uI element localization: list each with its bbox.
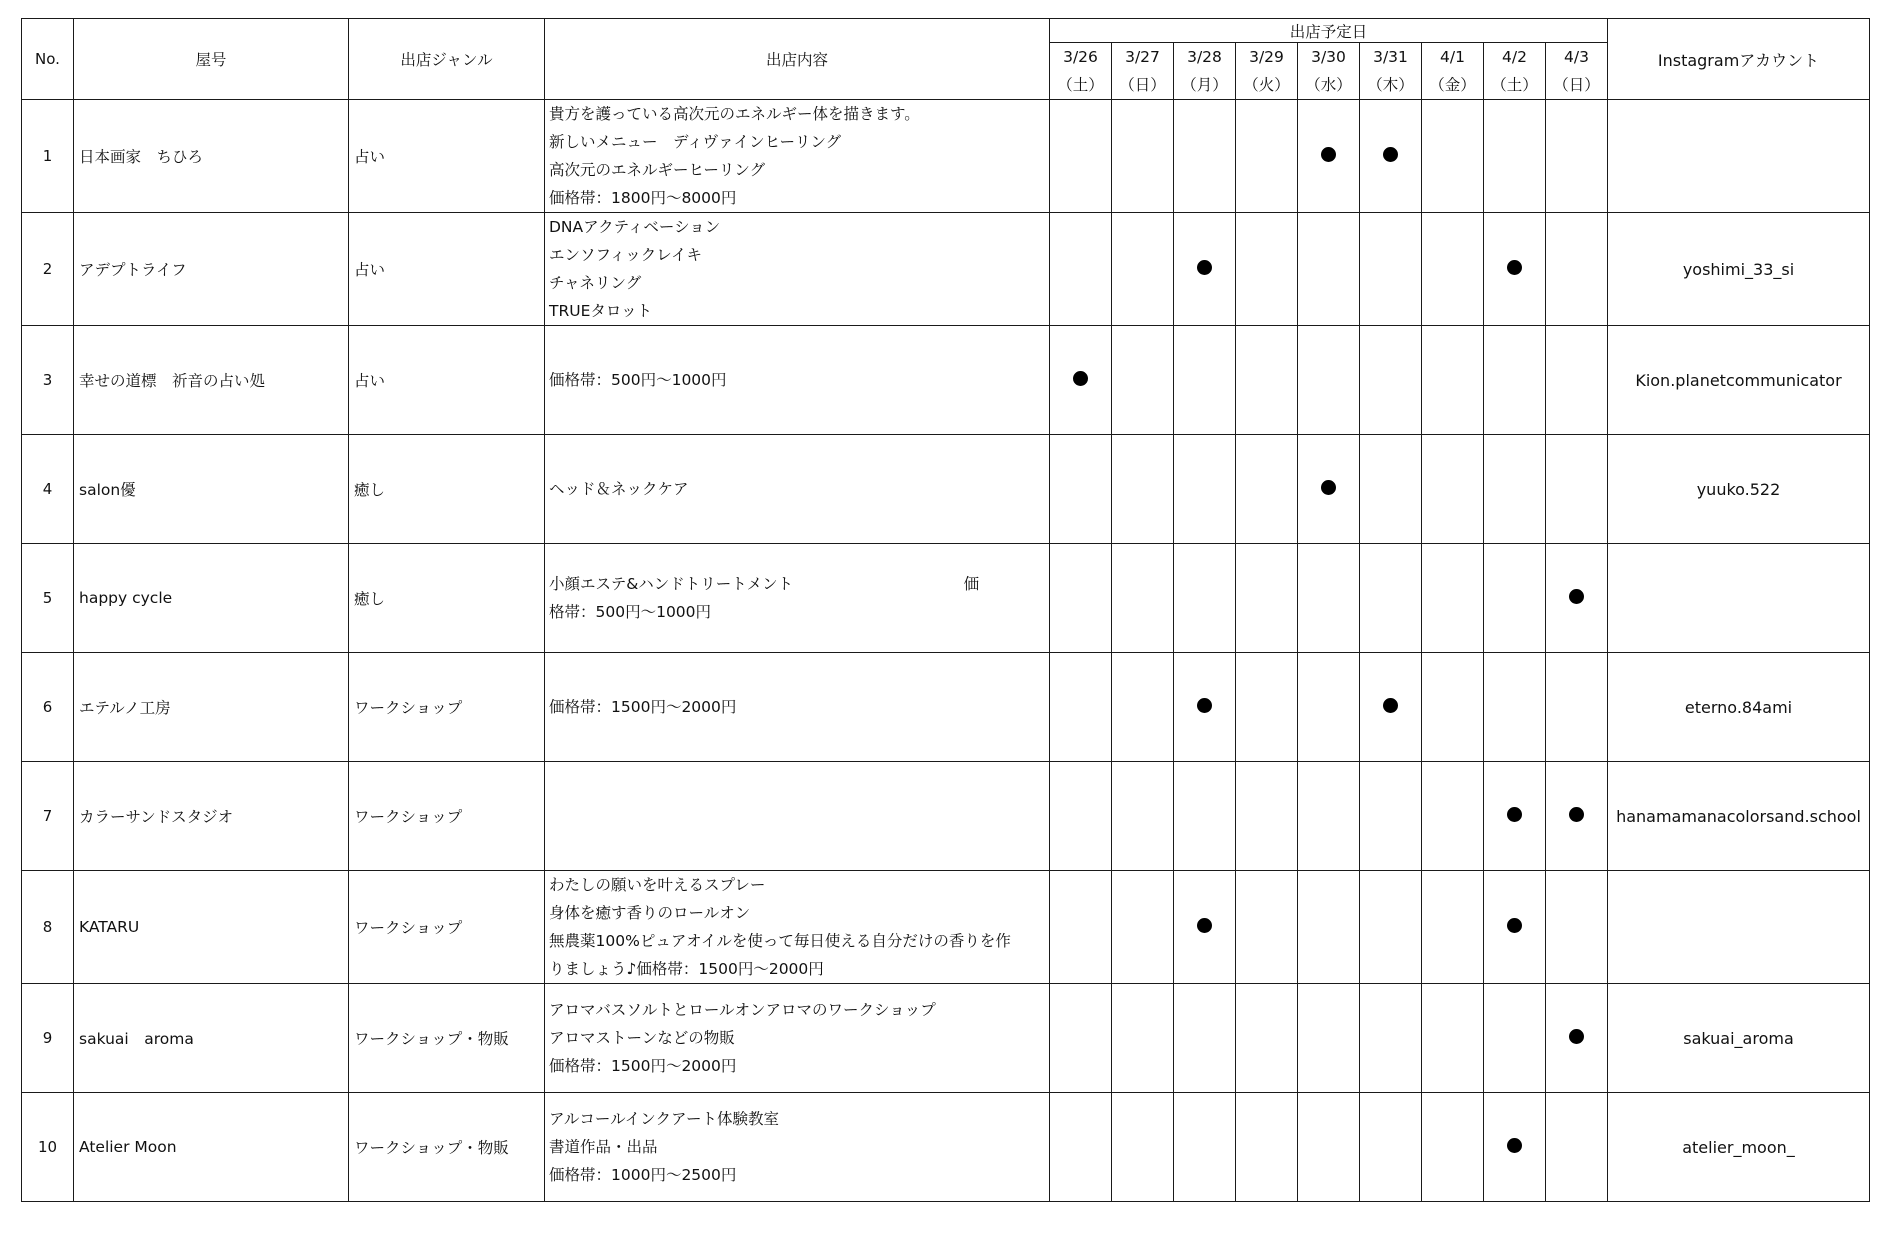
shop-genre: ワークショップ xyxy=(349,871,545,984)
schedule-cell xyxy=(1298,100,1360,213)
scheduled-dot-icon xyxy=(1383,147,1398,162)
schedule-cell xyxy=(1050,1093,1112,1202)
schedule-cell xyxy=(1298,213,1360,326)
scheduled-dot-icon xyxy=(1197,918,1212,933)
content-line: 貴方を護っている高次元のエネルギー体を描きます。 xyxy=(549,105,920,123)
schedule-cell xyxy=(1236,435,1298,544)
scheduled-dot-icon xyxy=(1507,260,1522,275)
schedule-cell xyxy=(1484,435,1546,544)
day-of-week-label: （日） xyxy=(1119,76,1166,94)
header-no: No. xyxy=(22,19,74,100)
date-label: 3/29 xyxy=(1249,48,1284,66)
content-line: 価格帯：1500円～2000円 xyxy=(549,698,737,716)
shop-content xyxy=(545,653,1050,762)
date-header xyxy=(1546,43,1608,100)
table-row xyxy=(22,213,1870,326)
schedule-cell xyxy=(1422,984,1484,1093)
schedule-cell xyxy=(1112,435,1174,544)
header-instagram: Instagramアカウント xyxy=(1608,19,1870,100)
shop-genre: 癒し xyxy=(349,435,545,544)
schedule-cell xyxy=(1174,653,1236,762)
content-line: わたしの願いを叶えるスプレー xyxy=(549,876,766,894)
schedule-cell xyxy=(1484,984,1546,1093)
schedule-cell xyxy=(1484,762,1546,871)
shop-content xyxy=(545,984,1050,1093)
vendor-schedule-table xyxy=(21,18,1870,1202)
instagram-account: hanamamanacolorsand.school xyxy=(1608,762,1870,871)
shop-content xyxy=(545,871,1050,984)
schedule-cell xyxy=(1050,984,1112,1093)
schedule-cell xyxy=(1050,762,1112,871)
day-of-week-label: （日） xyxy=(1553,76,1600,94)
scheduled-dot-icon xyxy=(1507,1138,1522,1153)
schedule-cell xyxy=(1484,1093,1546,1202)
content-line: りましょう♪価格帯：1500円～2000円 xyxy=(549,960,824,978)
shop-genre: ワークショップ・物販 xyxy=(349,984,545,1093)
shop-name: エテルノ工房 xyxy=(74,653,349,762)
row-number: 6 xyxy=(22,653,74,762)
row-number: 5 xyxy=(22,544,74,653)
schedule-cell xyxy=(1298,544,1360,653)
date-header xyxy=(1112,43,1174,100)
schedule-cell xyxy=(1050,326,1112,435)
table-row xyxy=(22,326,1870,435)
schedule-cell xyxy=(1236,871,1298,984)
day-of-week-label: （火） xyxy=(1243,76,1290,94)
date-header xyxy=(1360,43,1422,100)
schedule-cell xyxy=(1484,871,1546,984)
date-label: 3/31 xyxy=(1373,48,1408,66)
header-genre: 出店ジャンル xyxy=(349,19,545,100)
scheduled-dot-icon xyxy=(1197,260,1212,275)
shop-name: アデプトライフ xyxy=(74,213,349,326)
schedule-cell xyxy=(1236,984,1298,1093)
scheduled-dot-icon xyxy=(1321,147,1336,162)
schedule-cell xyxy=(1298,762,1360,871)
schedule-cell xyxy=(1112,871,1174,984)
row-number: 4 xyxy=(22,435,74,544)
instagram-account xyxy=(1608,544,1870,653)
instagram-account xyxy=(1608,100,1870,213)
shop-genre: 占い xyxy=(349,326,545,435)
content-line: 価格帯：1800円～8000円 xyxy=(549,189,737,207)
date-header xyxy=(1174,43,1236,100)
table-row xyxy=(22,1093,1870,1202)
table-row xyxy=(22,544,1870,653)
schedule-cell xyxy=(1174,100,1236,213)
shop-genre: ワークショップ xyxy=(349,653,545,762)
schedule-cell xyxy=(1174,762,1236,871)
shop-content xyxy=(545,544,1050,653)
schedule-cell xyxy=(1298,984,1360,1093)
instagram-account: atelier_moon_ xyxy=(1608,1093,1870,1202)
schedule-cell xyxy=(1360,326,1422,435)
shop-name: カラーサンドスタジオ xyxy=(74,762,349,871)
schedule-cell xyxy=(1298,435,1360,544)
schedule-cell xyxy=(1174,871,1236,984)
schedule-cell xyxy=(1422,100,1484,213)
schedule-cell xyxy=(1112,544,1174,653)
schedule-cell xyxy=(1422,544,1484,653)
schedule-cell xyxy=(1360,435,1422,544)
row-number: 10 xyxy=(22,1093,74,1202)
row-number: 7 xyxy=(22,762,74,871)
date-header xyxy=(1422,43,1484,100)
schedule-cell xyxy=(1546,1093,1608,1202)
shop-content xyxy=(545,100,1050,213)
schedule-cell xyxy=(1298,653,1360,762)
shop-content xyxy=(545,326,1050,435)
date-label: 4/3 xyxy=(1564,48,1589,66)
schedule-cell xyxy=(1484,100,1546,213)
scheduled-dot-icon xyxy=(1569,1029,1584,1044)
shop-genre: ワークショップ xyxy=(349,762,545,871)
row-number: 3 xyxy=(22,326,74,435)
table-row xyxy=(22,984,1870,1093)
schedule-cell xyxy=(1546,762,1608,871)
table-row xyxy=(22,435,1870,544)
shop-name: happy cycle xyxy=(74,544,349,653)
schedule-cell xyxy=(1360,762,1422,871)
header-schedule: 出店予定日 xyxy=(1050,19,1608,43)
instagram-account: Kion.planetcommunicator xyxy=(1608,326,1870,435)
schedule-cell xyxy=(1112,984,1174,1093)
schedule-cell xyxy=(1298,871,1360,984)
scheduled-dot-icon xyxy=(1197,698,1212,713)
scheduled-dot-icon xyxy=(1321,480,1336,495)
day-of-week-label: （土） xyxy=(1491,76,1538,94)
header-name: 屋号 xyxy=(74,19,349,100)
content-line: チャネリング xyxy=(549,274,642,292)
schedule-cell xyxy=(1236,653,1298,762)
schedule-cell xyxy=(1050,871,1112,984)
schedule-cell xyxy=(1174,984,1236,1093)
content-line: アロマバスソルトとロールオンアロマのワークショップ xyxy=(549,1001,936,1019)
schedule-cell xyxy=(1422,762,1484,871)
schedule-cell xyxy=(1546,213,1608,326)
schedule-cell xyxy=(1360,544,1422,653)
day-of-week-label: （土） xyxy=(1057,76,1104,94)
content-line: ヘッド＆ネックケア xyxy=(549,480,689,498)
shop-genre: 占い xyxy=(349,213,545,326)
content-line: 価格帯：1000円～2500円 xyxy=(549,1166,737,1184)
schedule-cell xyxy=(1546,326,1608,435)
schedule-cell xyxy=(1112,213,1174,326)
content-line: DNAアクティベーション xyxy=(549,218,721,236)
shop-genre: 占い xyxy=(349,100,545,213)
schedule-cell xyxy=(1174,213,1236,326)
schedule-cell xyxy=(1422,871,1484,984)
schedule-cell xyxy=(1422,653,1484,762)
schedule-cell xyxy=(1050,653,1112,762)
schedule-cell xyxy=(1174,1093,1236,1202)
instagram-account: sakuai_aroma xyxy=(1608,984,1870,1093)
schedule-cell xyxy=(1546,984,1608,1093)
instagram-account xyxy=(1608,871,1870,984)
shop-genre: 癒し xyxy=(349,544,545,653)
schedule-cell xyxy=(1050,435,1112,544)
content-line: 書道作品・出品 xyxy=(549,1138,658,1156)
shop-name: salon優 xyxy=(74,435,349,544)
shop-content xyxy=(545,762,1050,871)
schedule-cell xyxy=(1236,1093,1298,1202)
scheduled-dot-icon xyxy=(1569,589,1584,604)
schedule-cell xyxy=(1422,326,1484,435)
schedule-cell xyxy=(1546,100,1608,213)
header-content: 出店内容 xyxy=(545,19,1050,100)
day-of-week-label: （水） xyxy=(1305,76,1352,94)
table-row xyxy=(22,100,1870,213)
content-line: 小顔エステ&ハンドトリートメント 価 xyxy=(549,575,980,593)
schedule-cell xyxy=(1360,871,1422,984)
date-label: 4/1 xyxy=(1440,48,1465,66)
schedule-cell xyxy=(1050,100,1112,213)
schedule-cell xyxy=(1112,653,1174,762)
schedule-cell xyxy=(1422,435,1484,544)
schedule-cell xyxy=(1422,213,1484,326)
scheduled-dot-icon xyxy=(1073,371,1088,386)
schedule-cell xyxy=(1484,213,1546,326)
schedule-cell xyxy=(1050,213,1112,326)
date-label: 3/27 xyxy=(1125,48,1160,66)
content-line: 価格帯：500円～1000円 xyxy=(549,371,727,389)
schedule-cell xyxy=(1546,871,1608,984)
shop-content xyxy=(545,213,1050,326)
content-line: 身体を癒す香りのロールオン xyxy=(549,904,751,922)
shop-name: 幸せの道標 祈音の占い処 xyxy=(74,326,349,435)
schedule-cell xyxy=(1236,100,1298,213)
schedule-cell xyxy=(1298,1093,1360,1202)
schedule-cell xyxy=(1360,653,1422,762)
date-label: 3/28 xyxy=(1187,48,1222,66)
shop-name: KATARU xyxy=(74,871,349,984)
schedule-cell xyxy=(1112,762,1174,871)
schedule-cell xyxy=(1484,544,1546,653)
day-of-week-label: （月） xyxy=(1181,76,1228,94)
row-number: 2 xyxy=(22,213,74,326)
date-header xyxy=(1298,43,1360,100)
schedule-cell xyxy=(1236,762,1298,871)
date-header xyxy=(1236,43,1298,100)
scheduled-dot-icon xyxy=(1507,918,1522,933)
schedule-cell xyxy=(1236,213,1298,326)
schedule-cell xyxy=(1484,653,1546,762)
schedule-cell xyxy=(1360,100,1422,213)
row-number: 1 xyxy=(22,100,74,213)
schedule-cell xyxy=(1546,435,1608,544)
content-line: 格帯：500円～1000円 xyxy=(549,603,712,621)
schedule-cell xyxy=(1112,100,1174,213)
schedule-cell xyxy=(1422,1093,1484,1202)
shop-name: Atelier Moon xyxy=(74,1093,349,1202)
instagram-account: yoshimi_33_si xyxy=(1608,213,1870,326)
day-of-week-label: （木） xyxy=(1367,76,1414,94)
table-body xyxy=(22,100,1870,1202)
instagram-account: yuuko.522 xyxy=(1608,435,1870,544)
content-line: TRUEタロット xyxy=(549,302,653,320)
schedule-cell xyxy=(1112,1093,1174,1202)
schedule-cell xyxy=(1360,213,1422,326)
content-line: 価格帯：1500円～2000円 xyxy=(549,1057,737,1075)
scheduled-dot-icon xyxy=(1507,807,1522,822)
schedule-cell xyxy=(1236,544,1298,653)
date-label: 3/30 xyxy=(1311,48,1346,66)
date-header xyxy=(1484,43,1546,100)
schedule-cell xyxy=(1546,653,1608,762)
scheduled-dot-icon xyxy=(1383,698,1398,713)
shop-content xyxy=(545,1093,1050,1202)
content-line: アルコールインクアート体験教室 xyxy=(549,1110,780,1128)
schedule-cell xyxy=(1360,984,1422,1093)
content-line: 新しいメニュー ディヴァインヒーリング xyxy=(549,133,842,151)
shop-genre: ワークショップ・物販 xyxy=(349,1093,545,1202)
schedule-cell xyxy=(1484,326,1546,435)
schedule-cell xyxy=(1174,435,1236,544)
schedule-cell xyxy=(1298,326,1360,435)
schedule-cell xyxy=(1546,544,1608,653)
day-of-week-label: （金） xyxy=(1429,76,1476,94)
content-line: アロマストーンなどの物販 xyxy=(549,1029,735,1047)
date-label: 4/2 xyxy=(1502,48,1527,66)
row-number: 9 xyxy=(22,984,74,1093)
table-row xyxy=(22,762,1870,871)
schedule-cell xyxy=(1174,326,1236,435)
date-header xyxy=(1050,43,1112,100)
table-row xyxy=(22,871,1870,984)
schedule-cell xyxy=(1112,326,1174,435)
schedule-cell xyxy=(1360,1093,1422,1202)
shop-name: 日本画家 ちひろ xyxy=(74,100,349,213)
schedule-cell xyxy=(1050,544,1112,653)
date-label: 3/26 xyxy=(1063,48,1098,66)
shop-name: sakuai aroma xyxy=(74,984,349,1093)
shop-content xyxy=(545,435,1050,544)
scheduled-dot-icon xyxy=(1569,807,1584,822)
content-line: 高次元のエネルギーヒーリング xyxy=(549,161,766,179)
content-line: 無農薬100%ピュアオイルを使って毎日使える自分だけの香りを作 xyxy=(549,932,1011,950)
content-line: エンソフィックレイキ xyxy=(549,246,702,264)
row-number: 8 xyxy=(22,871,74,984)
schedule-cell xyxy=(1236,326,1298,435)
table-row xyxy=(22,653,1870,762)
instagram-account: eterno.84ami xyxy=(1608,653,1870,762)
schedule-cell xyxy=(1174,544,1236,653)
